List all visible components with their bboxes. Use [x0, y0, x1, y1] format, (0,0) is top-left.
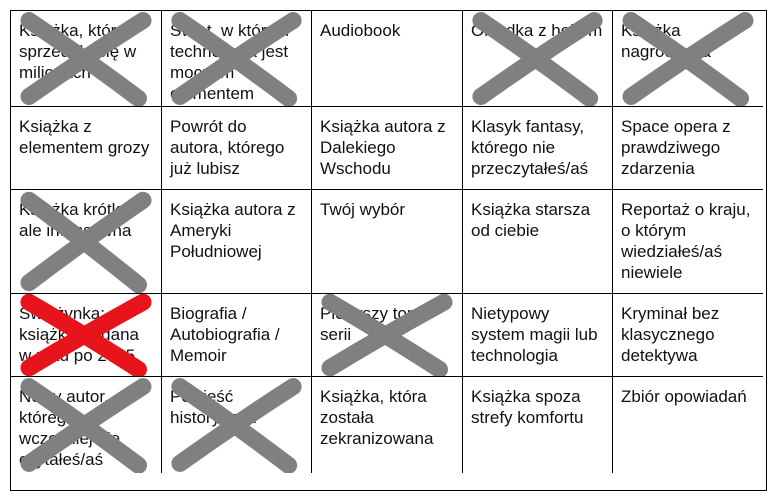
bingo-cell-label: Książka krótka, ale intensywna: [19, 200, 135, 240]
bingo-cell-label: Zbiór opowiadań: [621, 387, 747, 406]
bingo-cell-label: Książka autora z Ameryki Południowej: [170, 200, 296, 261]
bingo-cell[interactable]: [11, 11, 162, 107]
bingo-cell-label: Nowy autor, którego wcześniej nie czytałeś/aś: [19, 387, 121, 469]
bingo-cell-label: Kryminał bez klasycznego detektywa: [621, 304, 720, 365]
bingo-cell[interactable]: [613, 107, 763, 190]
bingo-cell-label: Książka z elementem grozy: [19, 117, 150, 157]
bingo-cell[interactable]: [11, 377, 162, 473]
bingo-cell[interactable]: [463, 11, 613, 107]
bingo-cell[interactable]: [162, 190, 312, 294]
cross-mark-icon: [11, 377, 161, 473]
cross-mark-icon: [11, 294, 161, 376]
bingo-cell[interactable]: [11, 294, 162, 377]
bingo-cell-label: Książka starsza od ciebie: [471, 200, 591, 240]
bingo-cell-label: Reportaż o kraju, o którym wiedziałeś/aś niewiele: [621, 200, 751, 282]
bingo-cell[interactable]: [463, 190, 613, 294]
cross-mark-icon: [162, 377, 311, 473]
bingo-cell-label: Powieść historyczna: [170, 387, 256, 427]
cross-mark-icon: [162, 11, 311, 106]
bingo-cell-label: Nietypowy system magii lub technologia: [471, 304, 598, 365]
bingo-cell[interactable]: [162, 294, 312, 377]
bingo-cell[interactable]: [613, 377, 763, 473]
bingo-cell[interactable]: [613, 11, 763, 107]
bingo-cell-label: Świeżynka: książka wydana w roku po 2015: [19, 304, 140, 365]
bingo-cell-label: Książka autora z Dalekiego Wschodu: [320, 117, 446, 178]
bingo-cell[interactable]: [162, 377, 312, 473]
bingo-cell[interactable]: [162, 107, 312, 190]
bingo-cell[interactable]: [463, 294, 613, 377]
bingo-cell-label: Powrót do autora, którego już lubisz: [170, 117, 285, 178]
bingo-cell[interactable]: [162, 11, 312, 107]
bingo-cell-label: Twój wybór: [320, 200, 406, 219]
bingo-board: [10, 10, 767, 491]
bingo-cell[interactable]: [11, 190, 162, 294]
bingo-cell[interactable]: [312, 377, 463, 473]
bingo-cell[interactable]: [613, 190, 763, 294]
bingo-cell[interactable]: [312, 11, 463, 107]
bingo-cell[interactable]: [463, 377, 613, 473]
bingo-cell-label: Książka nagrodzona: [621, 21, 711, 61]
bingo-cell[interactable]: [312, 107, 463, 190]
cross-mark-icon: [11, 11, 161, 106]
cross-mark-icon: [11, 190, 161, 293]
cross-mark-icon: [463, 11, 612, 106]
bingo-cell-label: Space opera z prawdziwego zdarzenia: [621, 117, 731, 178]
bingo-cell-label: Książka, która została zekranizowana: [320, 387, 434, 448]
bingo-cell-label: Audiobook: [320, 21, 401, 40]
bingo-cell-label: Klasyk fantasy, którego nie przeczytałeś/aś: [471, 117, 589, 178]
bingo-cell[interactable]: [11, 107, 162, 190]
bingo-cell[interactable]: [312, 190, 463, 294]
bingo-cell[interactable]: [463, 107, 613, 190]
bingo-cell-label: Książka spoza strefy komfortu: [471, 387, 584, 427]
cross-mark-icon: [613, 11, 763, 106]
cross-mark-icon: [312, 294, 462, 376]
bingo-cell-label: Okładka z hejtem: [471, 21, 603, 40]
bingo-cell-label: Świat, w którym technologia jest mocnym elementem: [170, 21, 290, 103]
bingo-cell-label: Książka, która sprzedała się w milionach: [19, 21, 137, 82]
bingo-cell[interactable]: [613, 294, 763, 377]
bingo-cell-label: Biografia / Autobiografia / Memoir: [170, 304, 280, 365]
bingo-cell[interactable]: [312, 294, 463, 377]
bingo-cell-label: Pierwszy tom serii: [320, 304, 422, 344]
